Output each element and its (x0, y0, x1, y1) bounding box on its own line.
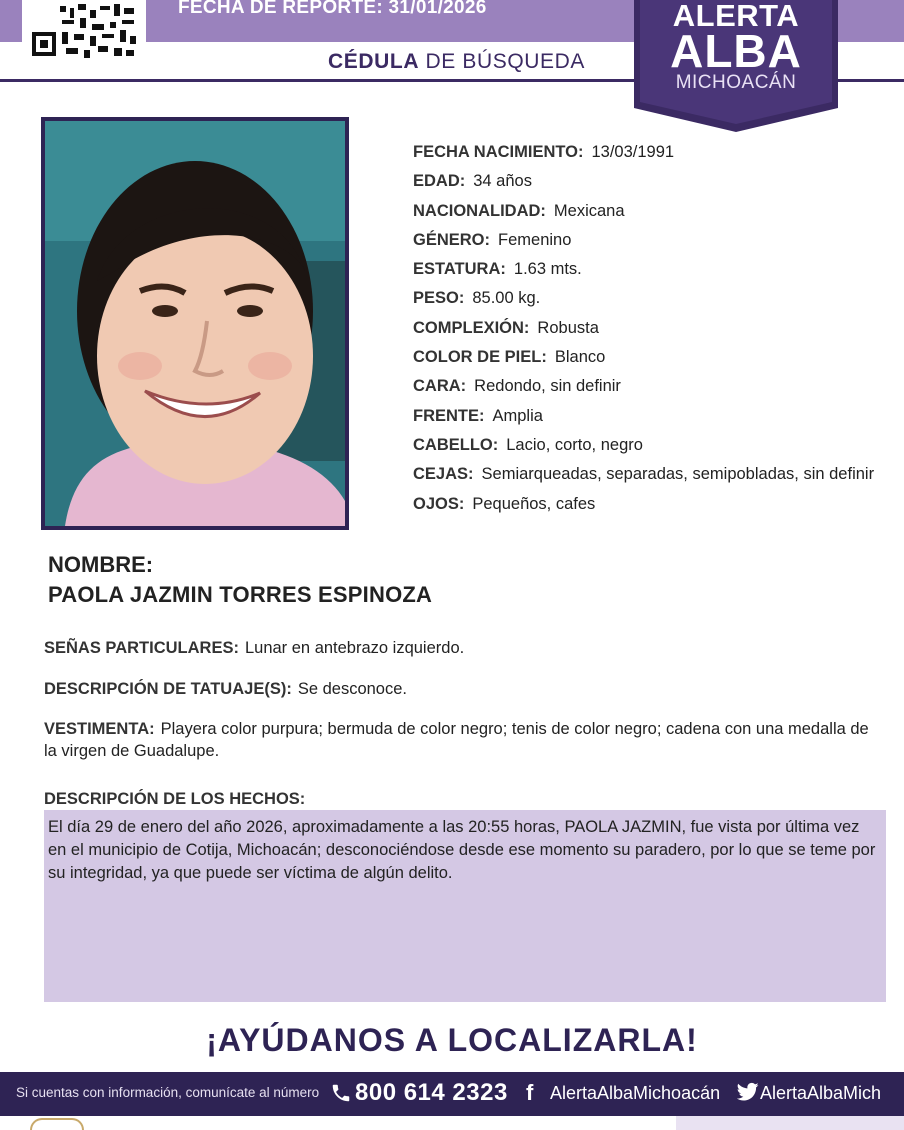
call-to-action: ¡AYÚDANOS A LOCALIZARLA! (206, 1022, 698, 1058)
detail-value: 1.63 mts. (513, 260, 582, 279)
detail-value: Mexicana (553, 201, 625, 220)
qr-code-icon[interactable] (22, 0, 146, 68)
detail-value: Robusta (537, 318, 599, 337)
corner-decoration (676, 1116, 904, 1130)
personal-details (413, 142, 883, 523)
alerta-alba-badge (634, 0, 838, 132)
report-date: FECHA DE REPORTE: 31/01/2026 (178, 0, 487, 18)
document-title-rest: DE BÚSQUEDA (419, 50, 586, 73)
contact-footer (0, 1072, 904, 1116)
detail-row (413, 435, 883, 455)
detail-label: OJOS: (413, 494, 465, 513)
detail-row (413, 347, 883, 367)
detail-value: Femenino (498, 230, 572, 249)
detail-label: CABELLO: (413, 435, 499, 454)
detail-value: Semiarqueadas, separadas, semipobladas, sin definir (481, 465, 875, 484)
detail-row (413, 376, 883, 396)
person-name: PAOLA JAZMIN TORRES ESPINOZA (48, 582, 433, 607)
badge-line-alerta: ALERTA (672, 0, 800, 33)
detail-value: Lacio, corto, negro (506, 435, 643, 454)
badge-line-state: MICHOACÁN (675, 72, 797, 93)
phone-icon (330, 1082, 352, 1104)
detail-row (413, 406, 883, 426)
facts-description: El día 29 de enero del año 2026, aproximadamente a las 20:55 horas, PAOLA JAZMIN, fue vista por última vez en el municipio de Cotija, Michoacán; desconociéndose desde ese momento su paradero, por lo que se teme por su integridad, ya que puede ser víctima de algún delito. (44, 810, 886, 1002)
detail-row (413, 288, 883, 308)
info-value: Se desconoce. (297, 680, 407, 698)
phone-number[interactable]: 800 614 2323 (355, 1079, 508, 1106)
detail-row (413, 142, 883, 162)
document-title (328, 50, 585, 74)
twitter-handle[interactable]: AlertaAlbaMich (760, 1083, 882, 1103)
clothing-description (44, 718, 884, 762)
contact-text: Si cuentas con información, comunícate al número (16, 1085, 320, 1100)
facebook-icon: f (526, 1080, 534, 1105)
distinctive-marks (44, 637, 884, 659)
government-seal (30, 1118, 84, 1130)
missing-person-photo (41, 117, 349, 530)
twitter-icon (737, 1082, 759, 1102)
detail-label: COLOR DE PIEL: (413, 348, 547, 367)
detail-label: CARA: (413, 377, 467, 396)
detail-label: NACIONALIDAD: (413, 201, 546, 220)
badge-line-alba: ALBA (670, 25, 802, 77)
detail-label: FECHA NACIMIENTO: (413, 143, 584, 161)
detail-row (413, 259, 883, 279)
detail-value: Redondo, sin definir (474, 377, 621, 396)
info-label: DESCRIPCIÓN DE TATUAJE(S): (44, 680, 292, 698)
detail-row (413, 201, 883, 221)
detail-label: ESTATURA: (413, 260, 506, 279)
detail-row (413, 464, 883, 484)
facebook-handle[interactable]: AlertaAlbaMichoacán (550, 1083, 721, 1103)
detail-label: COMPLEXIÓN: (413, 318, 530, 337)
detail-value: 34 años (473, 172, 532, 191)
detail-value: Amplia (492, 406, 543, 425)
name-label: NOMBRE: (48, 552, 154, 577)
tattoo-description (44, 678, 884, 700)
detail-label: FRENTE: (413, 406, 485, 425)
detail-label: PESO: (413, 289, 465, 308)
detail-value: Pequeños, cafes (472, 494, 596, 513)
info-value: Playera color purpura; bermuda de color negro; tenis de color negro; cadena con una medalla de la virgen de Guadalupe. (44, 720, 869, 760)
detail-value: 13/03/1991 (591, 143, 675, 161)
detail-row (413, 171, 883, 191)
facts-label: DESCRIPCIÓN DE LOS HECHOS: (44, 790, 306, 808)
info-label: SEÑAS PARTICULARES: (44, 639, 239, 657)
detail-row (413, 494, 883, 514)
detail-value: 85.00 kg. (472, 289, 541, 308)
detail-label: CEJAS: (413, 465, 474, 484)
info-label: VESTIMENTA: (44, 720, 155, 738)
document-title-bold: CÉDULA (328, 50, 420, 73)
detail-value: Blanco (554, 348, 606, 367)
detail-label: GÉNERO: (413, 230, 491, 249)
info-value: Lunar en antebrazo izquierdo. (244, 639, 465, 657)
detail-row (413, 230, 883, 250)
detail-row (413, 318, 883, 338)
detail-label: EDAD: (413, 172, 466, 191)
